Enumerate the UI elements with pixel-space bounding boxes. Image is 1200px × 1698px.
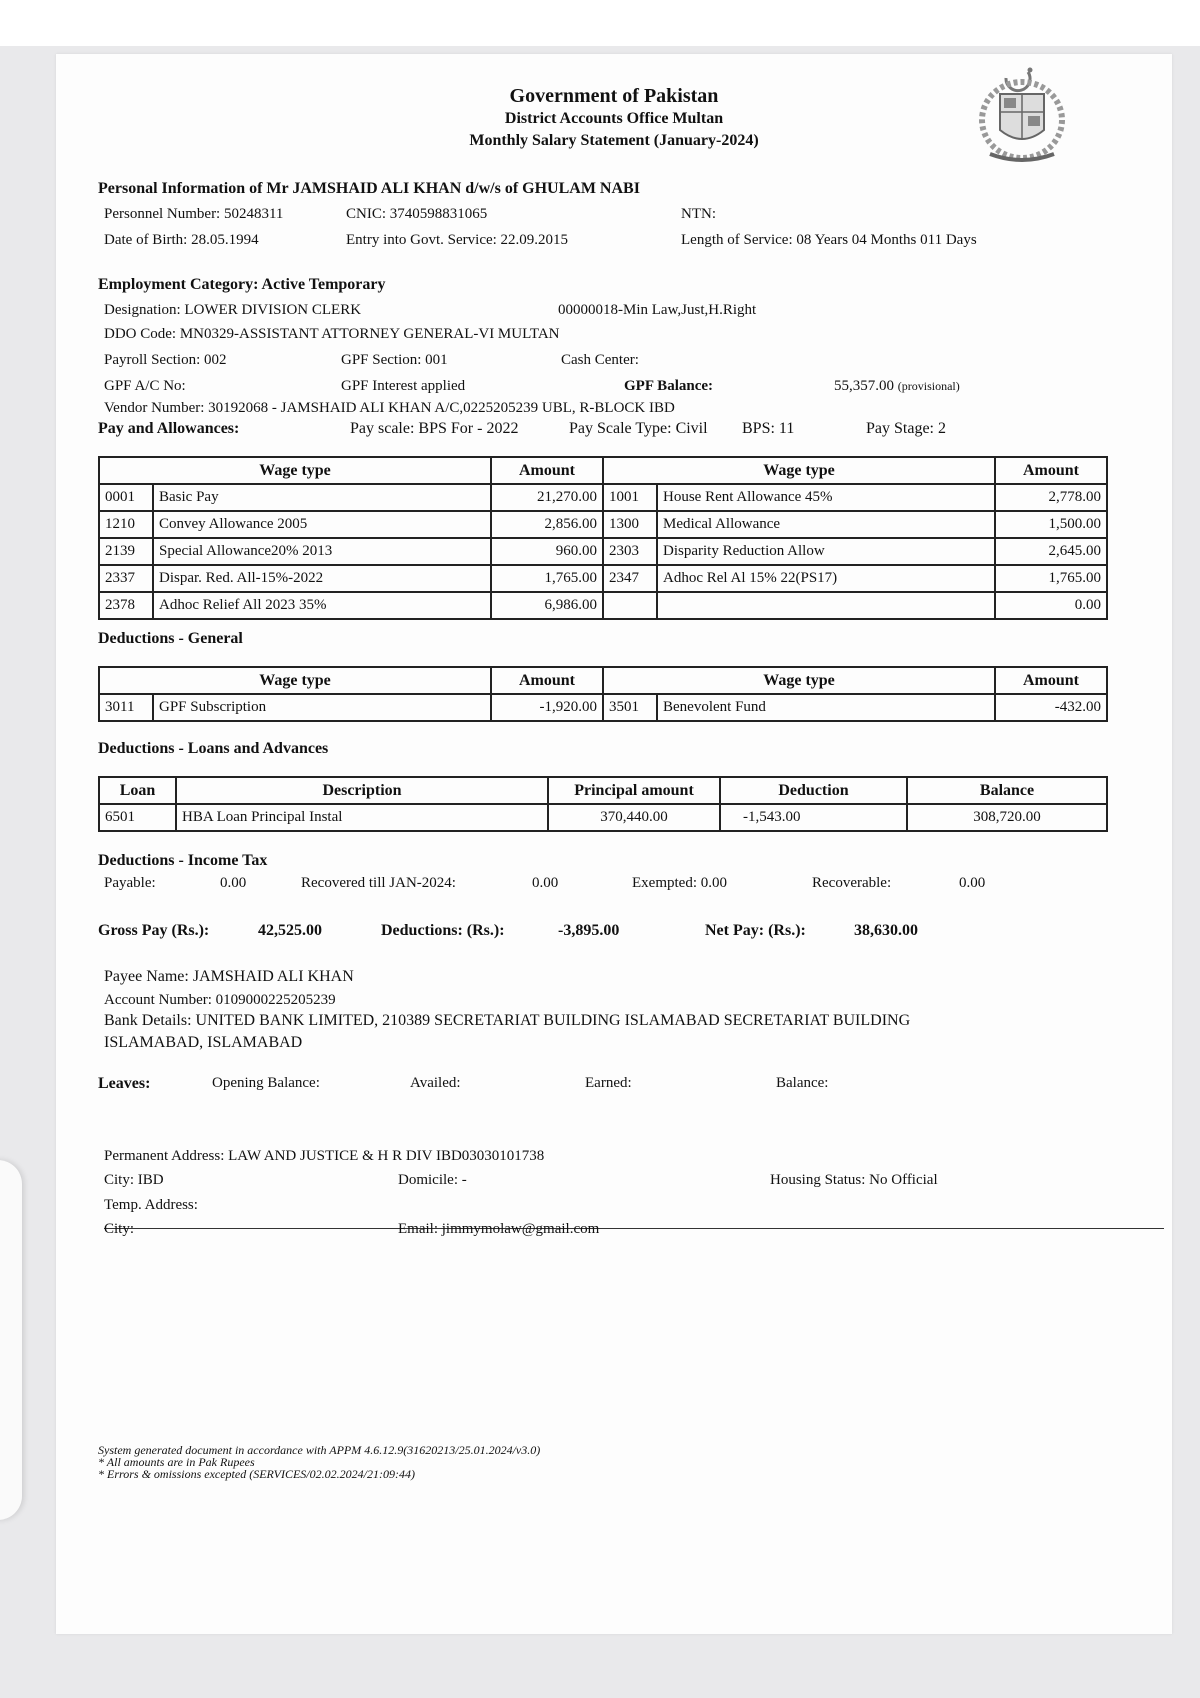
wage-amount: 2,856.00 bbox=[491, 511, 603, 538]
deduction-header: Deduction bbox=[720, 777, 907, 804]
wage-amount: 1,765.00 bbox=[995, 565, 1107, 592]
deductions-general-table bbox=[98, 666, 1108, 722]
ddo-code: DDO Code: MN0329-ASSISTANT ATTORNEY GENERAL-VI MULTAN bbox=[104, 326, 560, 342]
wage-code: 2337 bbox=[99, 565, 153, 592]
divider bbox=[104, 1228, 1164, 1229]
amount-header: Amount bbox=[491, 457, 603, 484]
wage-amount: -1,920.00 bbox=[491, 694, 603, 721]
gpf-balance-amount: 55,357.00 bbox=[834, 378, 894, 394]
wage-description: Benevolent Fund bbox=[657, 694, 995, 721]
wage-amount: 2,645.00 bbox=[995, 538, 1107, 565]
wage-code: 1300 bbox=[603, 511, 657, 538]
amount-header: Amount bbox=[995, 457, 1107, 484]
table-row bbox=[99, 694, 1107, 721]
loan-description: HBA Loan Principal Instal bbox=[176, 804, 548, 831]
loans-header-row bbox=[99, 777, 1107, 804]
tax-recovered-value: 0.00 bbox=[532, 875, 559, 891]
wage-type-header: Wage type bbox=[603, 667, 995, 694]
amount-header: Amount bbox=[491, 667, 603, 694]
loan-deduction: -1,543.00 bbox=[720, 804, 907, 831]
footer-system-line: System generated document in accordance with APPM 4.6.12.9(31620213/25.01.2024/v3.0) bbox=[98, 1443, 541, 1457]
tax-recoverable-label: Recoverable: bbox=[812, 875, 892, 891]
table-row bbox=[99, 511, 1107, 538]
wage-type-header: Wage type bbox=[99, 667, 491, 694]
wage-amount: 0.00 bbox=[995, 592, 1107, 619]
government-title: Government of Pakistan bbox=[509, 85, 719, 107]
wage-amount: 21,270.00 bbox=[491, 484, 603, 511]
loans-table bbox=[98, 776, 1108, 832]
bank-details: Bank Details: UNITED BANK LIMITED, 210389 SECRETARIAT BUILDING ISLAMABAD SECRETARIAT BUILDING bbox=[104, 1012, 911, 1029]
balance-header: Balance bbox=[907, 777, 1107, 804]
wage-code: 2347 bbox=[603, 565, 657, 592]
pay-scale: Pay scale: BPS For - 2022 bbox=[350, 420, 519, 437]
wage-description: Adhoc Relief All 2023 35% bbox=[153, 592, 491, 619]
wage-code: 2378 bbox=[99, 592, 153, 619]
wage-amount: 2,778.00 bbox=[995, 484, 1107, 511]
cash-center: Cash Center: bbox=[561, 352, 639, 368]
gpf-section: GPF Section: 001 bbox=[341, 352, 448, 368]
wage-description bbox=[657, 592, 995, 619]
loan-balance: 308,720.00 bbox=[907, 804, 1107, 831]
loan-header: Loan bbox=[99, 777, 176, 804]
table-row bbox=[99, 565, 1107, 592]
wage-description: Special Allowance20% 2013 bbox=[153, 538, 491, 565]
wage-code: 1210 bbox=[99, 511, 153, 538]
deductions-general-heading: Deductions - General bbox=[98, 630, 243, 647]
wage-description: Dispar. Red. All-15%-2022 bbox=[153, 565, 491, 592]
wage-amount: 1,765.00 bbox=[491, 565, 603, 592]
housing-status: Housing Status: No Official bbox=[770, 1172, 938, 1188]
ntn: NTN: bbox=[681, 206, 716, 222]
leaves-availed: Availed: bbox=[410, 1075, 461, 1091]
wage-code: 2139 bbox=[99, 538, 153, 565]
gpf-balance-label: GPF Balance: bbox=[624, 378, 714, 394]
leaves-opening: Opening Balance: bbox=[212, 1075, 320, 1091]
salary-statement-page bbox=[56, 54, 1172, 1634]
pay-scale-type: Pay Scale Type: Civil bbox=[569, 420, 708, 437]
bps: BPS: 11 bbox=[742, 420, 795, 437]
payroll-section: Payroll Section: 002 bbox=[104, 352, 227, 368]
pay-stage: Pay Stage: 2 bbox=[866, 420, 946, 437]
gpf-account: GPF A/C No: bbox=[104, 378, 186, 394]
table-row bbox=[99, 804, 1107, 831]
gpf-balance-value bbox=[834, 378, 960, 395]
length-of-service: Length of Service: 08 Years 04 Months 011 Days bbox=[681, 232, 977, 248]
wage-type-header: Wage type bbox=[99, 457, 491, 484]
wage-description: Disparity Reduction Allow bbox=[657, 538, 995, 565]
gpf-interest: GPF Interest applied bbox=[341, 378, 466, 394]
tax-payable-label: Payable: bbox=[104, 875, 156, 891]
ministry: 00000018-Min Law,Just,H.Right bbox=[558, 302, 757, 318]
side-panel-edge bbox=[0, 1160, 22, 1520]
footer-currency-line: * All amounts are in Pak Rupees bbox=[98, 1455, 255, 1469]
description-header: Description bbox=[176, 777, 548, 804]
permanent-address: Permanent Address: LAW AND JUSTICE & H R DIV IBD03030101738 bbox=[104, 1148, 545, 1164]
table-row bbox=[99, 592, 1107, 619]
net-pay-label: Net Pay: (Rs.): bbox=[705, 922, 806, 939]
gross-pay-label: Gross Pay (Rs.): bbox=[98, 922, 210, 939]
wage-amount: -432.00 bbox=[995, 694, 1107, 721]
email: Email: jimmymolaw@gmail.com bbox=[398, 1221, 600, 1237]
state-emblem-icon bbox=[976, 64, 1068, 168]
designation: Designation: LOWER DIVISION CLERK bbox=[104, 302, 362, 318]
pay-allowances-heading: Pay and Allowances: bbox=[98, 420, 240, 437]
wage-code bbox=[603, 592, 657, 619]
tax-payable-value: 0.00 bbox=[220, 875, 247, 891]
vendor-number: Vendor Number: 30192068 - JAMSHAID ALI KHAN A/C,0225205239 UBL, R-BLOCK IBD bbox=[104, 400, 675, 416]
date-of-birth: Date of Birth: 28.05.1994 bbox=[104, 232, 259, 248]
bank-details-city: ISLAMABAD, ISLAMABAD bbox=[104, 1034, 303, 1051]
principal-header: Principal amount bbox=[548, 777, 720, 804]
deductions-total-label: Deductions: (Rs.): bbox=[381, 922, 505, 939]
wage-code: 1001 bbox=[603, 484, 657, 511]
cnic: CNIC: 3740598831065 bbox=[346, 206, 488, 222]
address-city: City: IBD bbox=[104, 1172, 164, 1188]
wage-code: 3501 bbox=[603, 694, 657, 721]
tax-recoverable-value: 0.00 bbox=[959, 875, 986, 891]
wage-description: GPF Subscription bbox=[153, 694, 491, 721]
leaves-balance: Balance: bbox=[776, 1075, 829, 1091]
loans-heading: Deductions - Loans and Advances bbox=[98, 740, 329, 757]
personal-info-heading: Personal Information of Mr JAMSHAID ALI KHAN d/w/s of GHULAM NABI bbox=[98, 180, 640, 197]
tax-exempted: Exempted: 0.00 bbox=[632, 875, 727, 891]
gross-pay-value: 42,525.00 bbox=[258, 922, 322, 939]
employment-heading: Employment Category: Active Temporary bbox=[98, 276, 386, 293]
wage-description: Medical Allowance bbox=[657, 511, 995, 538]
domicile: Domicile: - bbox=[398, 1172, 467, 1188]
amount-header: Amount bbox=[995, 667, 1107, 694]
top-band bbox=[0, 0, 1200, 46]
wage-description: House Rent Allowance 45% bbox=[657, 484, 995, 511]
office-title: District Accounts Office Multan bbox=[504, 110, 724, 127]
deductions-header-row bbox=[99, 667, 1107, 694]
table-row bbox=[99, 484, 1107, 511]
personnel-number: Personnel Number: 50248311 bbox=[104, 206, 284, 222]
table-row bbox=[99, 538, 1107, 565]
statement-title: Monthly Salary Statement (January-2024) bbox=[469, 132, 759, 149]
leaves-earned: Earned: bbox=[585, 1075, 632, 1091]
payee-name: Payee Name: JAMSHAID ALI KHAN bbox=[104, 968, 354, 985]
gpf-provisional: (provisional) bbox=[897, 379, 960, 393]
temp-address: Temp. Address: bbox=[104, 1197, 198, 1213]
wage-description: Adhoc Rel Al 15% 22(PS17) bbox=[657, 565, 995, 592]
wage-amount: 1,500.00 bbox=[995, 511, 1107, 538]
allowances-table bbox=[98, 456, 1108, 620]
deductions-total-value: -3,895.00 bbox=[558, 922, 620, 939]
income-tax-heading: Deductions - Income Tax bbox=[98, 852, 268, 869]
footer-notes bbox=[98, 1444, 540, 1480]
loan-code: 6501 bbox=[99, 804, 176, 831]
net-pay-value: 38,630.00 bbox=[854, 922, 918, 939]
wage-description: Convey Allowance 2005 bbox=[153, 511, 491, 538]
wage-amount: 960.00 bbox=[491, 538, 603, 565]
wage-type-header: Wage type bbox=[603, 457, 995, 484]
tax-recovered-label: Recovered till JAN-2024: bbox=[301, 875, 456, 891]
entry-into-service: Entry into Govt. Service: 22.09.2015 bbox=[346, 232, 569, 248]
wage-amount: 6,986.00 bbox=[491, 592, 603, 619]
temp-city: City: bbox=[104, 1221, 135, 1237]
wage-code: 3011 bbox=[99, 694, 153, 721]
allowances-header-row bbox=[99, 457, 1107, 484]
wage-code: 2303 bbox=[603, 538, 657, 565]
footer-errors-line: * Errors & omissions excepted (SERVICES/02.02.2024/21:09:44) bbox=[98, 1467, 415, 1481]
wage-description: Basic Pay bbox=[153, 484, 491, 511]
leaves-label: Leaves: bbox=[98, 1075, 151, 1092]
loan-principal: 370,440.00 bbox=[548, 804, 720, 831]
wage-code: 0001 bbox=[99, 484, 153, 511]
account-number: Account Number: 0109000225205239 bbox=[104, 992, 336, 1008]
